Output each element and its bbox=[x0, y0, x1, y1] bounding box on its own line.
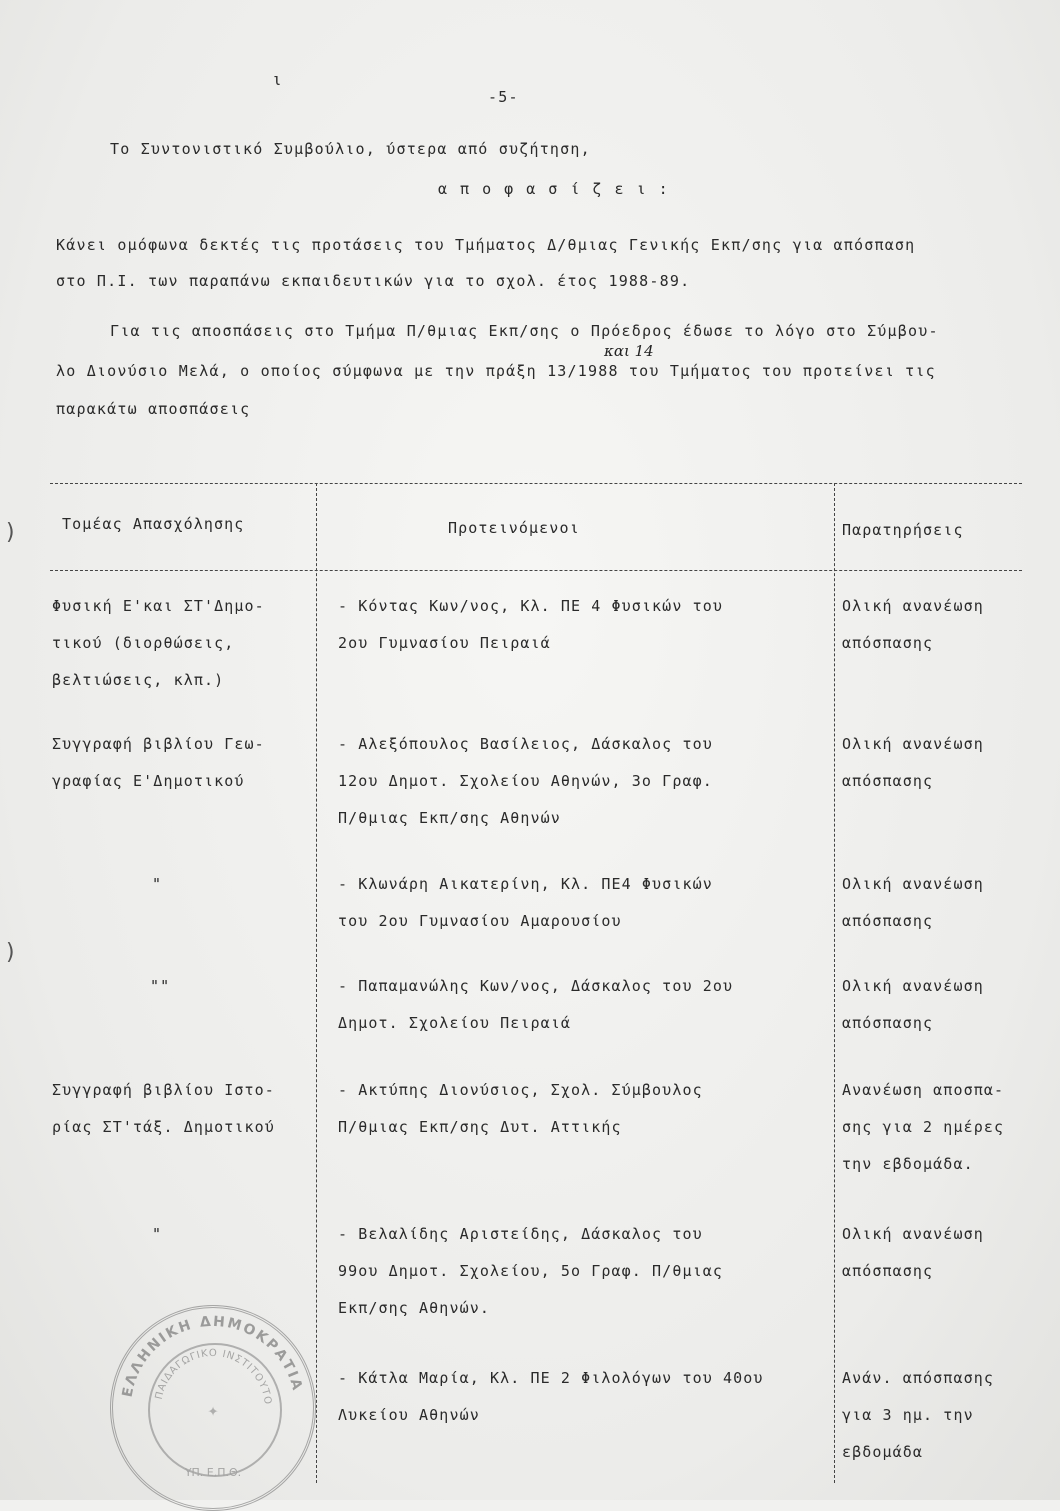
row-sector-line: "" bbox=[150, 977, 171, 995]
row-proposed-line: Π/θμιας Εκπ/σης Αθηνών bbox=[338, 809, 561, 827]
accept-line-1: Κάνει ομόφωνα δεκτές τις προτάσεις του Τμήματος Δ/θμιας Γενικής Εκπ/σης για απόσπαση bbox=[56, 236, 916, 254]
row-remarks-line: εβδομάδα bbox=[842, 1443, 924, 1461]
row-remarks-line: σης για 2 ημέρες bbox=[842, 1118, 1005, 1136]
svg-text:ΕΛΛΗΝΙΚΗ ΔΗΜΟΚΡΑΤΙΑ: ΕΛΛΗΝΙΚΗ ΔΗΜΟΚΡΑΤΙΑ bbox=[119, 1313, 306, 1399]
header-sector: Τομέας Απασχόλησης bbox=[62, 515, 245, 533]
row-proposed-line: - Κόντας Κων/νος, Κλ. ΠΕ 4 Φυσικών του bbox=[338, 597, 723, 615]
row-remarks-line: για 3 ημ. την bbox=[842, 1406, 974, 1424]
svg-text:✦: ✦ bbox=[207, 1400, 219, 1421]
row-remarks-line: Ολική ανανέωση bbox=[842, 1225, 984, 1243]
page-number: -5- bbox=[488, 88, 519, 106]
row-sector-line: " bbox=[152, 875, 163, 893]
row-remarks bbox=[842, 866, 984, 940]
margin-mark: ι bbox=[272, 70, 282, 89]
decision-word: α π ο φ α σ ί ζ ε ι : bbox=[438, 180, 670, 198]
row-proposed-line: - Κάτλα Μαρία, Κλ. ΠΕ 2 Φιλολόγων του 40ου bbox=[338, 1369, 764, 1387]
row-remarks-line: Ανάν. απόσπασης bbox=[842, 1369, 994, 1387]
row-proposed-line: Π/θμιας Εκπ/σης Δυτ. Αττικής bbox=[338, 1118, 622, 1136]
row-remarks bbox=[842, 726, 984, 800]
row-remarks bbox=[842, 588, 984, 662]
table-column-divider-1 bbox=[316, 483, 317, 1483]
row-remarks bbox=[842, 968, 984, 1042]
handwritten-insert: και 14 bbox=[604, 342, 654, 360]
row-remarks-line: Ολική ανανέωση bbox=[842, 597, 984, 615]
row-sector-line: Συγγραφή βιβλίου Γεω- bbox=[52, 735, 265, 753]
row-sector-line: " bbox=[152, 1225, 163, 1243]
row-remarks-line: απόσπασης bbox=[842, 1014, 934, 1032]
row-remarks-line: απόσπασης bbox=[842, 634, 934, 652]
row-proposed-line: Λυκείου Αθηνών bbox=[338, 1406, 480, 1424]
row-sector-line: Φυσική Ε'και ΣΤ'Δημο- bbox=[52, 597, 265, 615]
svg-text:ΠΑΙΔΑΓΩΓΙΚΟ ΙΝΣΤΙΤΟΥΤΟ: ΠΑΙΔΑΓΩΓΙΚΟ ΙΝΣΤΙΤΟΥΤΟ bbox=[153, 1347, 274, 1406]
table-column-divider-2 bbox=[834, 483, 835, 1483]
row-proposed-line: Εκπ/σης Αθηνών. bbox=[338, 1299, 490, 1317]
row-proposed bbox=[338, 588, 723, 662]
row-remarks-line: Ολική ανανέωση bbox=[842, 875, 984, 893]
row-proposed-line: - Βελαλίδης Αριστείδης, Δάσκαλος του bbox=[338, 1225, 703, 1243]
row-sector bbox=[52, 588, 265, 699]
row-remarks bbox=[842, 1360, 994, 1471]
row-proposed bbox=[338, 1360, 764, 1434]
punch-hole-mark: ) bbox=[4, 520, 18, 545]
row-proposed-line: - Κλωνάρη Αικατερίνη, Κλ. ΠΕ4 Φυσικών bbox=[338, 875, 713, 893]
row-proposed bbox=[338, 866, 713, 940]
row-sector-line: τικού (διορθώσεις, bbox=[52, 634, 235, 652]
row-sector-line: ρίας ΣΤ'τάξ. Δημοτικού bbox=[52, 1118, 275, 1136]
row-proposed-line: Δημοτ. Σχολείου Πειραιά bbox=[338, 1014, 572, 1032]
row-sector bbox=[52, 1072, 275, 1146]
row-sector bbox=[152, 866, 162, 903]
row-sector bbox=[150, 968, 170, 1005]
row-proposed-line: - Ακτύπης Διονύσιος, Σχολ. Σύμβουλος bbox=[338, 1081, 703, 1099]
row-remarks-line: Ολική ανανέωση bbox=[842, 735, 984, 753]
official-stamp bbox=[110, 1305, 316, 1511]
paragraph-line-2: λο Διονύσιο Μελά, ο οποίος σύμφωνα με την πράξη 13/1988 του Τμήματος του προτείνει τις bbox=[56, 362, 936, 380]
row-proposed-line: 12ου Δημοτ. Σχολείου Αθηνών, 3ο Γραφ. bbox=[338, 772, 713, 790]
row-sector bbox=[52, 726, 265, 800]
paragraph-line-3: παρακάτω αποσπάσεις bbox=[56, 400, 251, 418]
row-remarks bbox=[842, 1216, 984, 1290]
row-remarks bbox=[842, 1072, 1004, 1183]
row-remarks-line: απόσπασης bbox=[842, 912, 934, 930]
row-proposed bbox=[338, 1216, 723, 1327]
row-remarks-line: απόσπασης bbox=[842, 1262, 934, 1280]
header-proposed: Προτεινόμενοι bbox=[448, 519, 580, 537]
svg-text:ΥΠ. Ε.Π.Θ.: ΥΠ. Ε.Π.Θ. bbox=[184, 1466, 242, 1479]
row-sector-line: γραφίας Ε'Δημοτικού bbox=[52, 772, 245, 790]
row-proposed bbox=[338, 726, 713, 837]
header-remarks: Παρατηρήσεις bbox=[842, 521, 964, 539]
row-remarks-line: Ανανέωση αποσπα- bbox=[842, 1081, 1005, 1099]
paragraph-line-1: Για τις αποσπάσεις στο Τμήμα Π/θμιας Εκπ/σης ο Πρόεδρος έδωσε το λόγο στο Σύμβου- bbox=[110, 322, 939, 340]
intro-line: Το Συντονιστικό Συμβούλιο, ύστερα από συζήτηση, bbox=[110, 140, 591, 158]
table-top-rule bbox=[50, 483, 1022, 484]
row-proposed-line: του 2ου Γυμνασίου Αμαρουσίου bbox=[338, 912, 622, 930]
punch-hole-mark: ) bbox=[4, 940, 18, 965]
row-proposed bbox=[338, 968, 733, 1042]
row-sector bbox=[152, 1216, 162, 1253]
row-proposed bbox=[338, 1072, 703, 1146]
row-remarks-line: την εβδομάδα. bbox=[842, 1155, 974, 1173]
table-header-rule bbox=[50, 570, 1022, 571]
row-remarks-line: απόσπασης bbox=[842, 772, 934, 790]
row-proposed-line: 2ου Γυμνασίου Πειραιά bbox=[338, 634, 551, 652]
accept-line-2: στο Π.Ι. των παραπάνω εκπαιδευτικών για το σχολ. έτος 1988-89. bbox=[56, 272, 691, 290]
row-proposed-line: - Παπαμανώλης Κων/νος, Δάσκαλος του 2ου bbox=[338, 977, 734, 995]
row-sector-line: Συγγραφή βιβλίου Ιστο- bbox=[52, 1081, 275, 1099]
row-remarks-line: Ολική ανανέωση bbox=[842, 977, 984, 995]
row-proposed-line: - Αλεξόπουλος Βασίλειος, Δάσκαλος του bbox=[338, 735, 713, 753]
row-proposed-line: 99ου Δημοτ. Σχολείου, 5ο Γραφ. Π/θμιας bbox=[338, 1262, 723, 1280]
row-sector-line: βελτιώσεις, κλπ.) bbox=[52, 671, 225, 689]
